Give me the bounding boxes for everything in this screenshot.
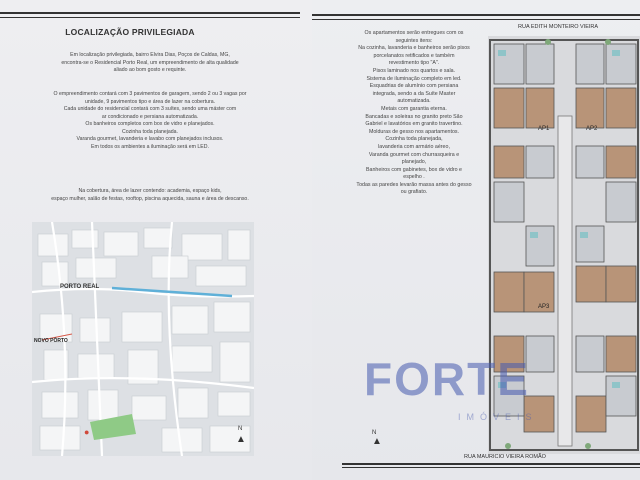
section-title: LOCALIZAÇÃO PRIVILEGIADA: [65, 27, 195, 37]
text-line: O empreendimento contará com 3 pavimentos de garagem, sendo 2 ou 3 vagas por: [53, 91, 247, 97]
spec-line: seguintes itens:: [395, 37, 433, 44]
text-line: Cada unidade do residencial contará com 3 suítes, sendo uma máster com: [63, 106, 237, 112]
spec-line: Na cozinha, lavanderia e banheiros serão pisos: [358, 45, 470, 52]
spec-line: Banheiros com gabinetes, box de vidro e: [366, 166, 462, 173]
spec-line: revestimento tipo "A".: [388, 60, 440, 67]
top-rule-thin: [0, 17, 300, 18]
spec-line: Esquadrias de alumínio com persiana: [369, 83, 459, 90]
left-page: [0, 0, 312, 480]
spec-line: Cozinha toda planejada,: [385, 136, 443, 143]
text-line: ar condicionado e persiana automatizada.: [101, 113, 199, 120]
apartment-label-ap1: AP1: [538, 126, 550, 132]
spec-line: porcelanatos retificados e também: [373, 52, 455, 59]
features-paragraph: [0, 91, 300, 151]
spec-line: ou grafiato.: [400, 189, 428, 196]
spec-line: Todas as paredes levarão massa antes do gesso: [356, 181, 472, 188]
text-line: Os banheiros completos com box de vidro e planejados.: [85, 121, 215, 127]
bottom-rule-thin: [342, 467, 640, 468]
spec-line: Os apartamentos serão entregues com os: [364, 30, 464, 36]
rooftop-paragraph: [0, 188, 300, 203]
north-arrow-icon: ▲: [236, 434, 246, 445]
bottom-rule: [342, 463, 640, 465]
top-rule: [312, 14, 640, 16]
spec-line: integrada, sendo a da Suíte Master: [372, 90, 456, 97]
spec-line: Varanda gourmet com churrasqueira e: [368, 151, 460, 158]
top-rule-thin: [312, 19, 640, 20]
spec-line: lavanderia com armário aéreo,: [378, 143, 450, 150]
apartment-label-ap2: AP2: [586, 126, 598, 132]
forte-logo-subtitle: IMÓVEIS: [458, 412, 538, 422]
specifications-list: [324, 30, 504, 197]
text-line: unidade, 9 pavimentos tipo e área de lazer na cobertura.: [84, 98, 216, 105]
forte-logo: FORTE: [364, 353, 530, 405]
text-line: Cozinha toda planejada.: [122, 128, 178, 135]
map-label-porto-real: PORTO REAL: [60, 284, 100, 290]
top-rule: [0, 12, 300, 14]
text-line: encontra-se o Residencial Porto Real, um empreendimento de alta qualidade: [61, 59, 239, 66]
intro-paragraph: [0, 52, 300, 75]
spec-line: planejado,: [401, 159, 427, 166]
location-pin-icon: ●: [84, 427, 90, 437]
north-label: N: [238, 426, 243, 432]
text-line: Na cobertura, área de lazer contendo: academia, espaço kids,: [78, 188, 222, 194]
spec-line: automatizada.: [397, 98, 431, 105]
text-line: aliado ao bom gosto e requinte.: [113, 67, 187, 73]
spec-line: Pisos laminado nos quartos e sala.: [372, 67, 456, 74]
spec-line: Bancadas e soleiras no granito preto São: [365, 113, 463, 120]
street-name-bottom: RUA MAURICIO VIEIRA ROMÃO: [464, 454, 546, 460]
apartment-label-ap3: AP3: [538, 304, 550, 310]
text-line: Em localização privilegiada, bairro Elvira Dias, Poços de Caldas, MG,: [70, 52, 230, 58]
north-label: N: [372, 430, 377, 436]
street-name-top: RUA EDITH MONTEIRO VIEIRA: [518, 24, 599, 30]
text-line: Varanda gourmet, lavanderia e lavabo com planejados inclusos.: [76, 136, 224, 142]
text-line: Em todos os ambientes a iluminação será em LED.: [91, 143, 209, 150]
right-page: [312, 0, 640, 480]
map-label-novo-porto: NOVO PÔRTO: [34, 338, 68, 344]
north-arrow-icon: ▲: [372, 436, 382, 447]
spec-line: espelho .: [403, 174, 425, 181]
spec-line: Gabriel e lavatórios em granito travertino.: [365, 121, 463, 128]
spec-line: Metais com garantia eterna.: [381, 105, 447, 112]
spec-line: Molduras de gesso nos apartamentos.: [368, 128, 460, 135]
spec-line: Sistema de iluminação completo em led.: [366, 75, 462, 82]
text-line: espaço mulher, salão de festas, rooftop, piscina aquecida, sauna e área de descanso.: [51, 195, 249, 202]
location-map: [32, 222, 254, 456]
